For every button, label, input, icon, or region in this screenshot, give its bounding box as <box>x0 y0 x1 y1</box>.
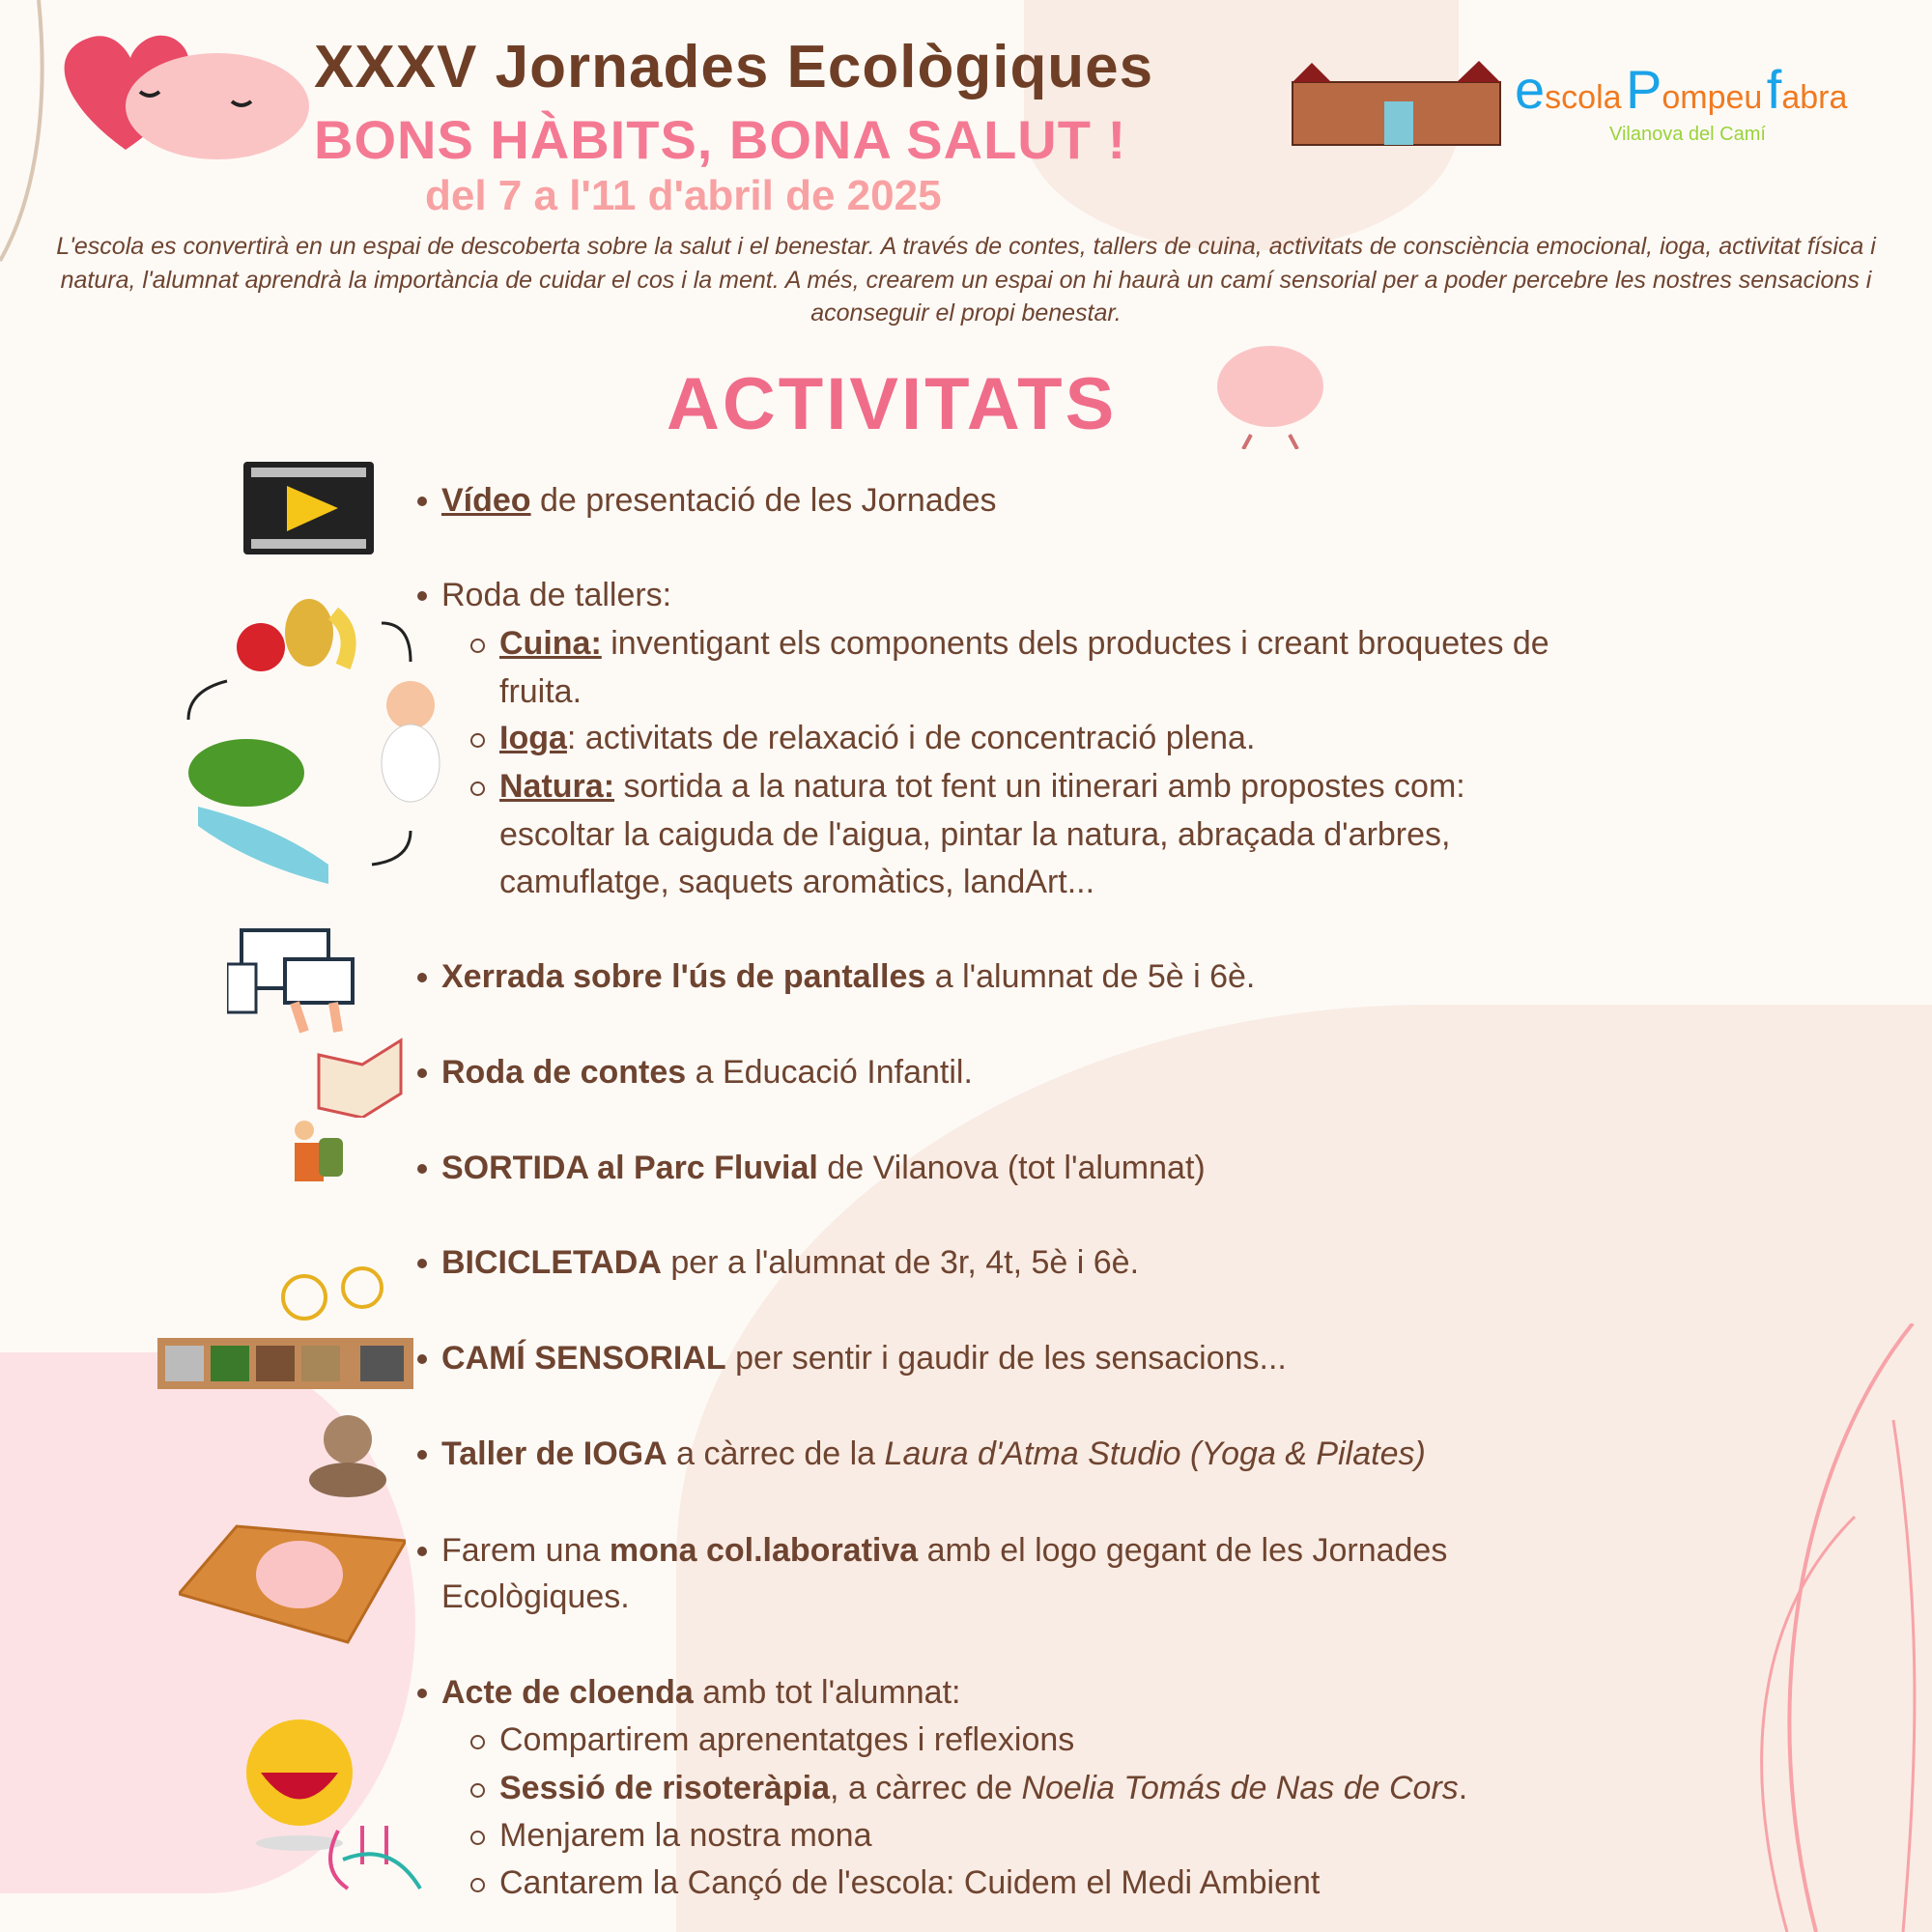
storybook-icon <box>314 1036 406 1118</box>
list-item-taller-ioga: Taller de IOGA a càrrec de la Laura d'Atma Studio (Yoga & Pilates) <box>441 1430 1426 1478</box>
sloth-yoga-icon <box>302 1410 394 1499</box>
school-building-icon <box>1288 58 1505 150</box>
list-item-video: Vídeo de presentació de les Jornades <box>441 476 997 525</box>
mona-cake-icon <box>179 1517 406 1647</box>
list-item-tallers: Roda de tallers: <box>441 571 671 619</box>
list-item-xerrada: Xerrada sobre l'ús de pantalles a l'alumnat de 5è i 6è. <box>441 952 1255 1001</box>
sub-item-cantarem: Cantarem la Cançó de l'escola: Cuidem el Medi Ambient <box>499 1859 1320 1907</box>
list-item-sortida: SORTIDA al Parc Fluvial de Vilanova (tot l'alumnat) <box>441 1144 1206 1192</box>
sub-item-risoterapia: Sessió de risoteràpia, a càrrec de Noelia Tomás de Nas de Cors. <box>499 1764 1467 1812</box>
section-title: ACTIVITATS <box>667 363 1118 445</box>
school-town: Vilanova del Camí <box>1609 124 1766 145</box>
list-item-mona: Farem una mona col.laborativa amb el logo gegant de les Jornades <box>441 1526 1447 1575</box>
video-icon <box>243 462 374 554</box>
page-title: XXXV Jornades Ecològiques <box>314 34 1154 100</box>
sub-item-ioga: Ioga: activitats de relaxació i de concentració plena. <box>499 714 1255 762</box>
list-item-bicicletada: BICICLETADA per a l'alumnat de 3r, 4t, 5è i 6è. <box>441 1238 1139 1287</box>
screens-icon <box>227 925 362 1037</box>
sub-item-natura-cont: escoltar la caiguda de l'aigua, pintar la natura, abraçada d'arbres, <box>499 816 1451 853</box>
sub-item-natura: Natura: sortida a la natura tot fent un itinerari amb propostes com: <box>499 762 1465 810</box>
workshop-cycle-illustration <box>179 575 459 894</box>
sub-item-menjarem: Menjarem la nostra mona <box>499 1811 872 1860</box>
list-item-cloenda: Acte de cloenda amb tot l'alumnat: <box>441 1668 960 1717</box>
intro-text: L'escola es convertirà en un espai de descoberta sobre la salut i el benestar. A través de contes, tallers de cuina, activitats de consciència emocional, ioga, activitat física i natura, l'alumnat aprendrà la importància de cuidar el cos i la ment. A més, crearem un espai on hi haurà un camí sensorial per a poder percebre les nostres sensacions i aconseguir el propi benestar. <box>56 233 1876 327</box>
hiking-biking-icon <box>275 1119 386 1321</box>
brain-mascot-icon <box>1193 328 1348 449</box>
page-subtitle: BONS HÀBITS, BONA SALUT ! <box>314 109 1127 170</box>
video-link[interactable]: Vídeo <box>441 482 531 519</box>
list-item-contes: Roda de contes a Educació Infantil. <box>441 1048 973 1096</box>
event-dates: del 7 a l'11 d'abril de 2025 <box>425 172 942 219</box>
leaf-decoration <box>1700 1323 1932 1932</box>
sub-item-natura-cont: camuflatge, saquets aromàtics, landArt... <box>499 864 1095 900</box>
sensory-path-icon <box>157 1338 413 1389</box>
sub-item-cuina-cont: fruita. <box>499 673 582 710</box>
list-item-mona-cont: Ecològiques. <box>441 1578 630 1615</box>
school-logo: escola Pompeu fabra <box>1515 59 1848 120</box>
sub-item-cuina: Cuina: inventigant els components dels productes i creant broquetes de <box>499 619 1549 668</box>
sub-item-compartirem: Compartirem aprenentatges i reflexions <box>499 1716 1074 1764</box>
list-item-cami: CAMÍ SENSORIAL per sentir i gaudir de les sensacions... <box>441 1334 1287 1382</box>
heart-brain-illustration <box>39 14 319 169</box>
laughing-music-icon <box>237 1715 430 1898</box>
